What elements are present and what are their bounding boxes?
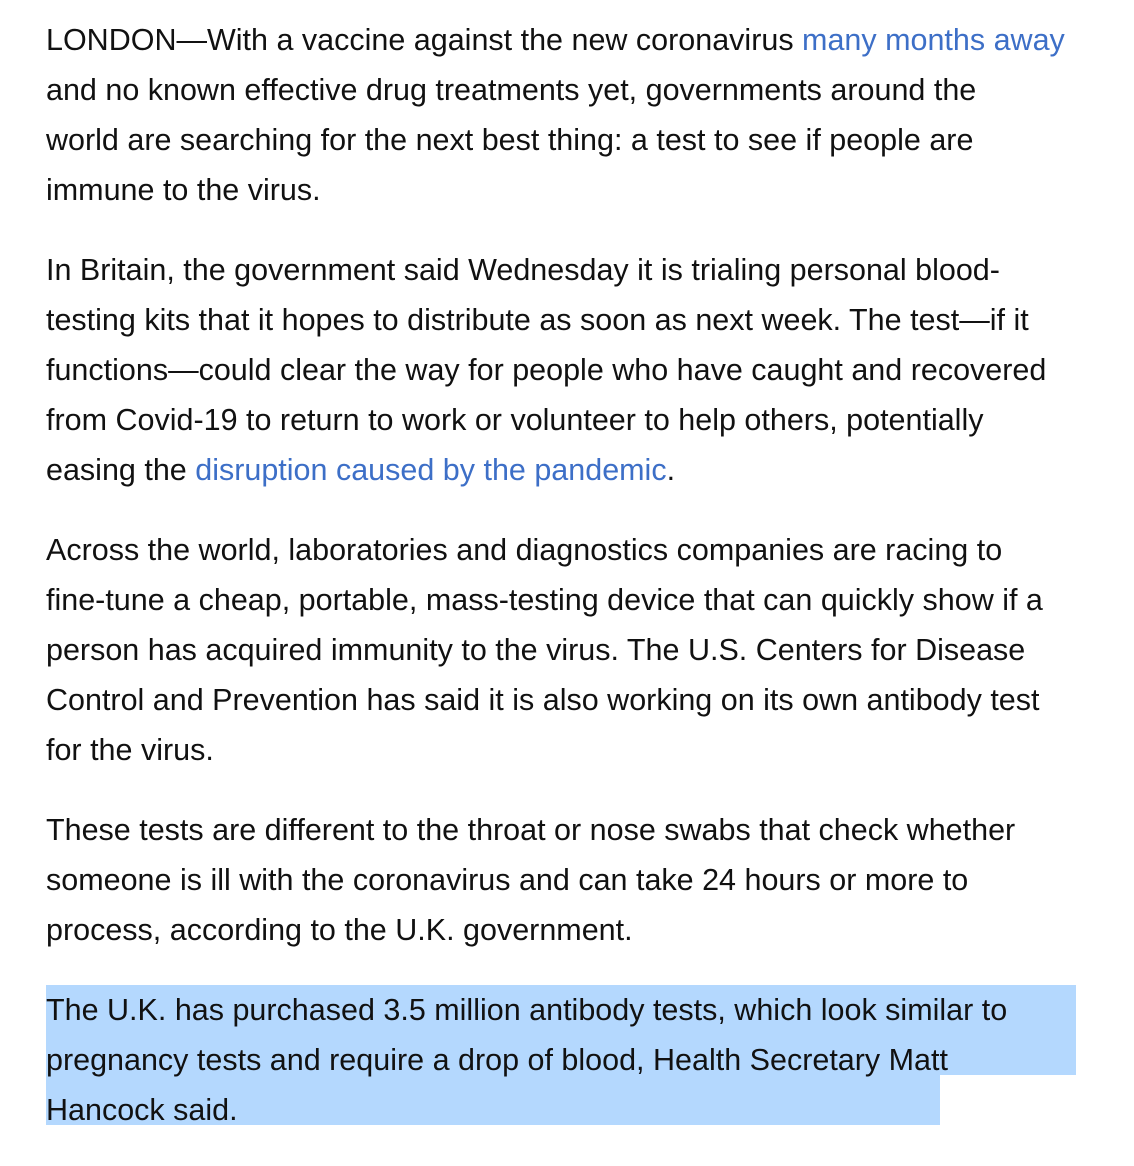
text-line: These tests are different to the throat or nose swabs that check whether (46, 813, 1016, 847)
selected-paragraph (46, 985, 1076, 1135)
selected-text-line: Hancock said. (46, 1085, 1076, 1135)
text-segment: . (666, 453, 676, 487)
text-line: functions—could clear the way for people who have caught and recovered (46, 353, 1047, 387)
selected-text-line: The U.K. has purchased 3.5 million antibody tests, which look similar to (46, 985, 1076, 1035)
article-paragraph (46, 245, 1076, 495)
text-segment: LONDON—With a vaccine against the new coronavirus (46, 23, 803, 57)
text-line: for the virus. (46, 733, 214, 767)
text-line: fine-tune a cheap, portable, mass-testing device that can quickly show if a (46, 583, 1043, 617)
text-line: person has acquired immunity to the virus. The U.S. Centers for Disease (46, 633, 1026, 667)
text-line: Control and Prevention has said it is also working on its own antibody test (46, 683, 1040, 717)
text-line: someone is ill with the coronavirus and can take 24 hours or more to (46, 863, 969, 897)
text-line: In Britain, the government said Wednesday it is trialing personal blood- (46, 253, 1000, 287)
text-line: immune to the virus. (46, 173, 321, 207)
text-line: Across the world, laboratories and diagnostics companies are racing to (46, 533, 1003, 567)
text-line: world are searching for the next best thing: a test to see if people are (46, 123, 974, 157)
article-paragraph (46, 525, 1076, 775)
selected-text-line: pregnancy tests and require a drop of blood, Health Secretary Matt (46, 1035, 1076, 1085)
article-paragraph (46, 15, 1076, 215)
text-line: from Covid-19 to return to work or volunteer to help others, potentially (46, 403, 984, 437)
text-segment: easing the (46, 453, 196, 487)
text-line (46, 15, 1076, 65)
text-line: process, according to the U.K. government. (46, 913, 633, 947)
link-disruption-caused-by-the-pandemic[interactable]: disruption caused by the pandemic (195, 453, 667, 487)
text-line: testing kits that it hopes to distribute as soon as next week. The test—if it (46, 303, 1029, 337)
text-line (46, 445, 1076, 495)
text-line: and no known effective drug treatments yet, governments around the (46, 73, 977, 107)
link-many-months-away[interactable]: many months away (802, 23, 1065, 57)
article-paragraph (46, 805, 1076, 955)
